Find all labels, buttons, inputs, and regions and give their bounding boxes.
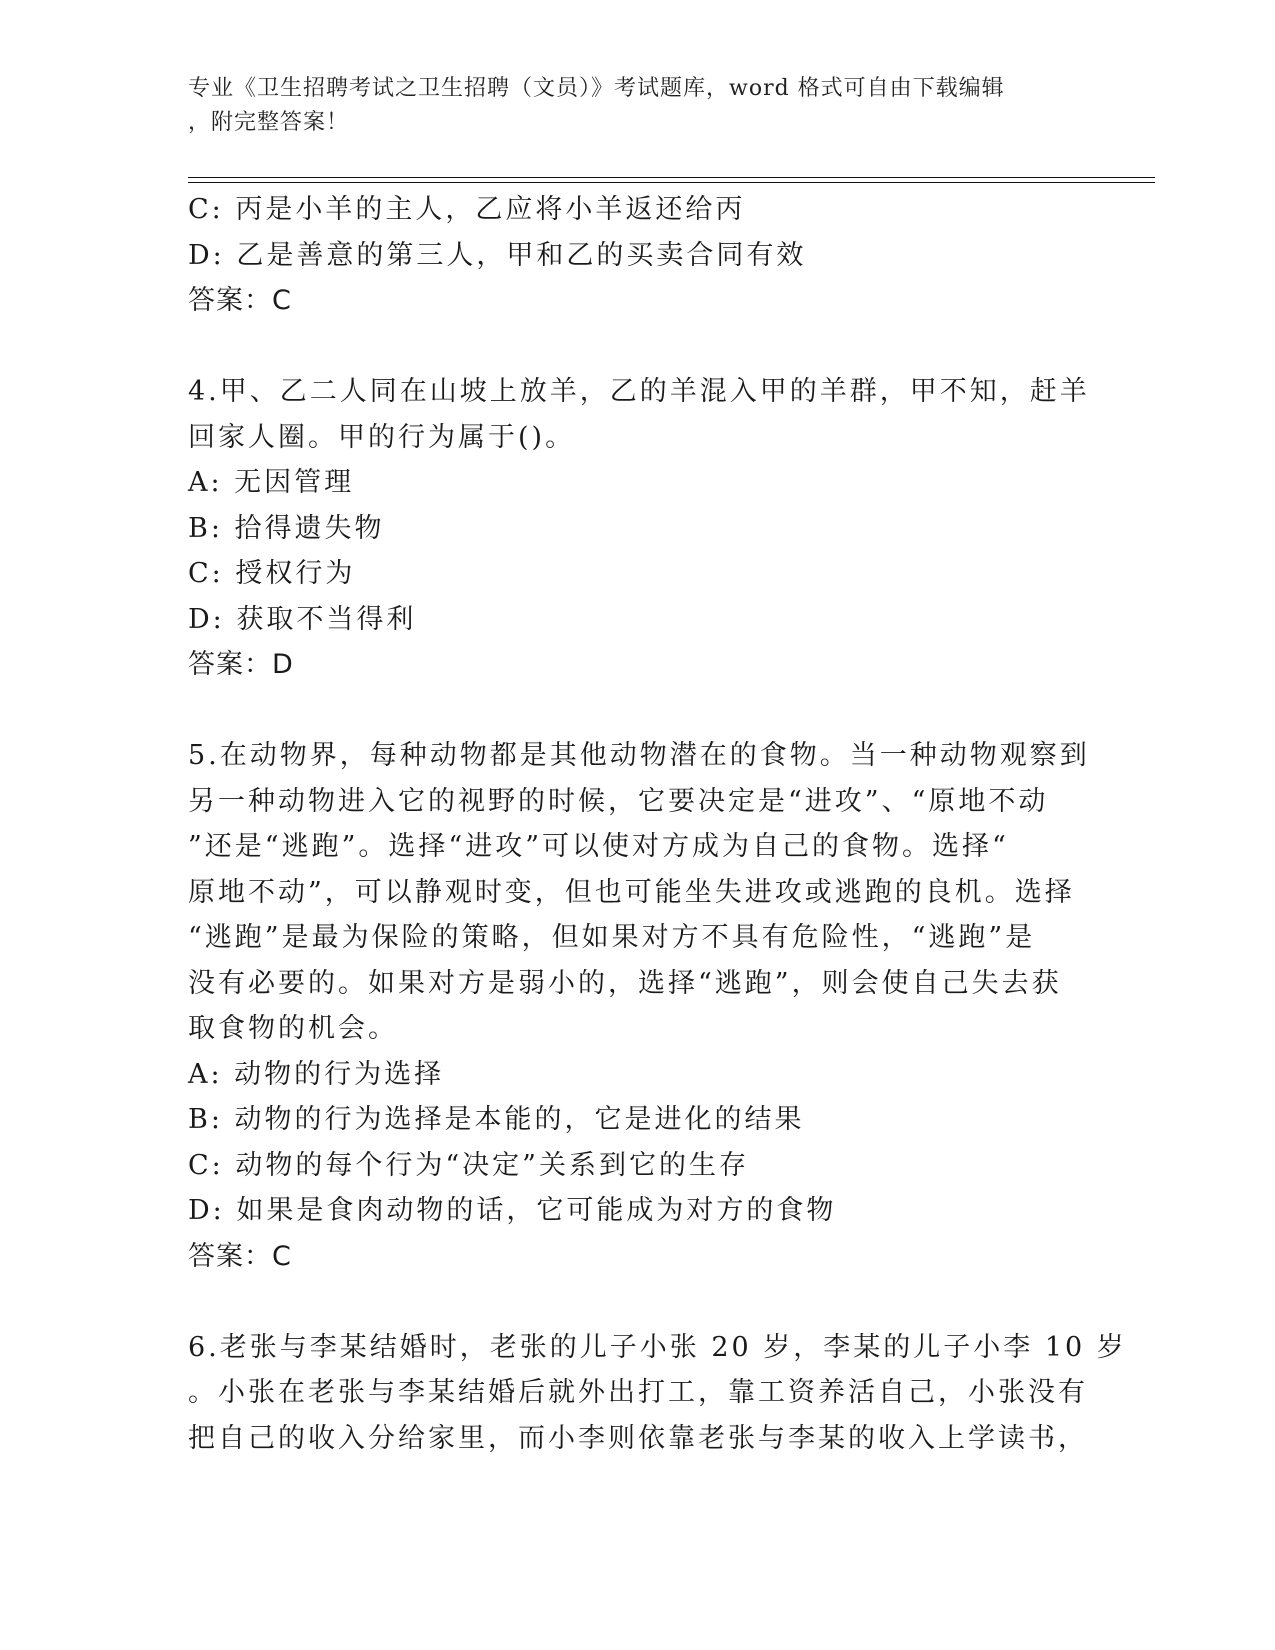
q3-option-d: D: 乙是善意的第三人，甲和乙的买卖合同有效: [188, 239, 807, 271]
spacer: [188, 688, 1068, 734]
q3-answer: 答案：C: [188, 285, 292, 316]
q5-stem-line: 5.在动物界，每种动物都是其他动物潜在的食物。当一种动物观察到: [188, 740, 1090, 771]
q4-option-a: A: 无因管理: [188, 467, 355, 498]
question-5: [188, 733, 1090, 1279]
q6-stem-line: 6.老张与李某结婚时，老张的儿子小张 20 岁，李某的儿子小李 10 岁: [188, 1331, 1127, 1363]
q5-stem-line: 取食物的机会。: [188, 1013, 398, 1044]
question-4: [188, 369, 1090, 688]
q6-stem-line: 。小张在老张与李某结婚后就外出打工，靠工资养活自己，小张没有: [188, 1377, 1088, 1408]
q5-stem-line: ”还是“逃跑”。选择“进攻”可以使对方成为自己的食物。选择“: [188, 831, 1009, 862]
q6-stem-line: 把自己的收入分给家里，而小李则依靠老张与李某的收入上学读书，: [188, 1422, 1088, 1454]
header-rule-top: [188, 177, 1155, 178]
question-6: [188, 1325, 1127, 1462]
q5-stem-line: 原地不动”，可以静观时变，但也可能坐失进攻或逃跑的良机。选择: [188, 876, 1075, 908]
q4-answer: 答案：D: [188, 649, 294, 680]
q4-stem-line: 回家人圈。甲的行为属于()。: [188, 421, 576, 453]
question-3: [188, 187, 1068, 324]
q5-stem-line: 没有必要的。如果对方是弱小的，选择“逃跑”，则会使自己失去获: [188, 967, 1062, 999]
q5-option-b: B: 动物的行为选择是本能的，它是进化的结果: [188, 1104, 805, 1135]
header-line-1: 专业《卫生招聘考试之卫生招聘（文员）》考试题库，word 格式可自由下载编辑: [188, 76, 1005, 101]
page-header: [188, 72, 1068, 140]
q4-option-d: D: 获取不当得利: [188, 603, 417, 635]
q5-answer: 答案：C: [188, 1240, 292, 1272]
q5-option-d: D: 如果是食肉动物的话，它可能成为对方的食物: [188, 1195, 837, 1226]
spacer: [188, 324, 1068, 370]
q4-option-c: C: 授权行为: [188, 558, 356, 589]
q5-stem-line: “逃跑”是最为保险的策略，但如果对方不具有危险性，“逃跑”是: [188, 922, 1036, 953]
q5-option-a: A: 动物的行为选择: [188, 1058, 445, 1090]
q5-option-c: C: 动物的每个行为“决定”关系到它的生存: [188, 1149, 749, 1181]
header-line-2: ，附完整答案！: [188, 110, 350, 135]
q3-option-c: C: 丙是小羊的主人，乙应将小羊返还给丙: [188, 194, 746, 225]
q5-stem-line: 另一种动物进入它的视野的时候，它要决定是“进攻”、“原地不动: [188, 785, 1049, 817]
header-rule-bottom: [188, 182, 1155, 183]
document-body: [188, 187, 1127, 1461]
q4-option-b: B: 拾得遗失物: [188, 512, 385, 544]
spacer: [188, 1279, 1068, 1325]
q4-stem-line: 4.甲、乙二人同在山坡上放羊，乙的羊混入甲的羊群，甲不知，赶羊: [188, 376, 1090, 407]
